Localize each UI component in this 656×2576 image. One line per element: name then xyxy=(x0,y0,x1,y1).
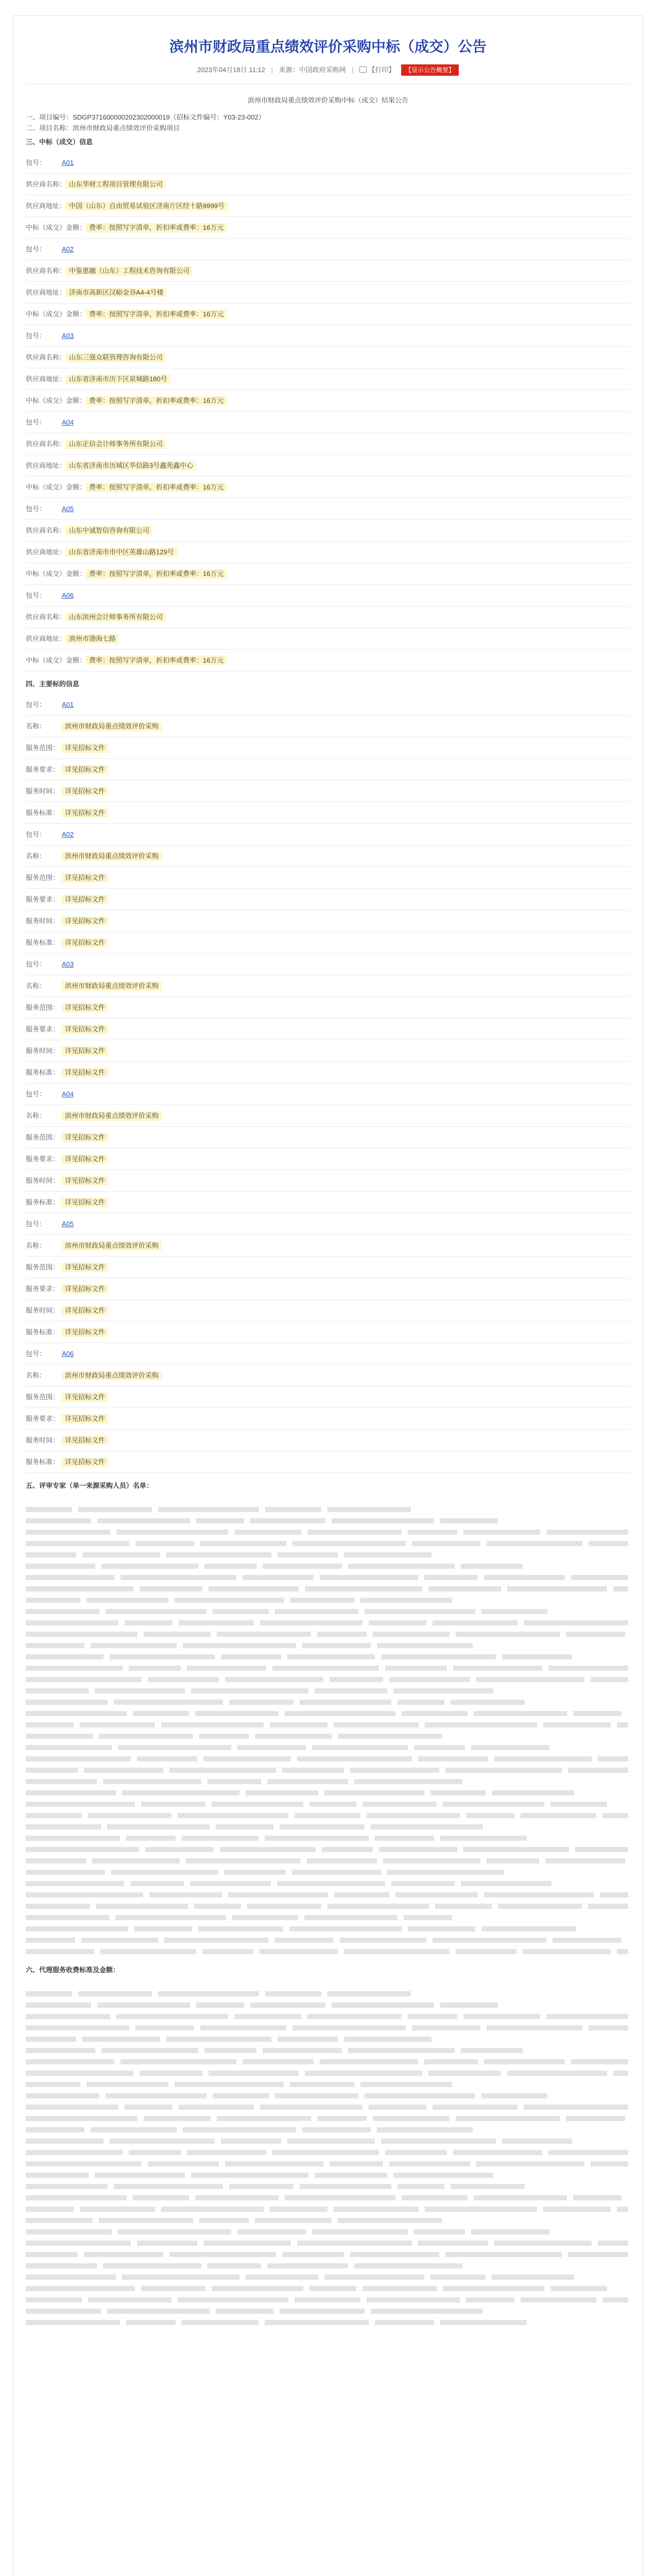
row-value: 滨州市财政局重点绩效评价采购 xyxy=(62,1371,162,1380)
text-line xyxy=(26,2249,630,2260)
table-row xyxy=(26,1019,630,1040)
row-label: 中标（成交）金额： xyxy=(26,310,87,318)
text-line xyxy=(26,2170,630,2181)
row-label: 服务时间： xyxy=(26,1307,60,1314)
table-row xyxy=(26,737,630,759)
row-label: 供应商地址： xyxy=(26,462,66,469)
text-line xyxy=(26,2181,630,2192)
project-number-line: 一、项目编号：SDGP371600000202302000019（招标文件编号：Y03-23-002） xyxy=(26,113,265,121)
row-value: 详见招标文件 xyxy=(62,743,108,753)
text-line xyxy=(26,1515,630,1527)
row-value: 详见招标文件 xyxy=(62,1284,108,1294)
table-row xyxy=(26,867,630,889)
announcement-frame xyxy=(13,15,643,2576)
table-row xyxy=(26,585,630,606)
row-value: 山东中诚智信咨询有限公司 xyxy=(66,526,152,535)
table-row xyxy=(26,1278,630,1300)
separator: | xyxy=(352,66,354,74)
row-label: 供应商地址： xyxy=(26,375,66,383)
text-line xyxy=(26,2226,630,2238)
table-row xyxy=(26,455,630,477)
separator: | xyxy=(271,66,273,74)
row-label: 包号： xyxy=(26,332,46,340)
row-label: 服务范围： xyxy=(26,1393,60,1401)
text-line xyxy=(26,1753,630,1765)
text-line xyxy=(26,2033,630,2045)
row-label: 中标（成交）金额： xyxy=(26,483,87,491)
text-line xyxy=(26,1617,630,1629)
table-row xyxy=(26,541,630,563)
table-row xyxy=(26,1365,630,1386)
row-value: A05 xyxy=(62,1220,74,1228)
table-row xyxy=(26,628,630,650)
table-row xyxy=(26,1127,630,1148)
text-line xyxy=(26,2011,630,2022)
row-value: 山东省济南市历下区泉城路180号 xyxy=(66,375,170,384)
row-value: 滨州市财政局重点绩效评价采购 xyxy=(62,981,162,991)
row-label: 供应商名称： xyxy=(26,527,66,534)
text-line xyxy=(26,1561,630,1572)
text-line xyxy=(26,2158,630,2170)
row-value: 中国（山东）自由贸易试验区济南片区经十路9999号 xyxy=(66,201,228,211)
row-value: 费率：按照写字清单，折扣率或费率：16万元 xyxy=(86,656,227,665)
row-value: 详见招标文件 xyxy=(62,1458,108,1467)
text-line xyxy=(26,1923,630,1935)
text-line xyxy=(26,1674,630,1685)
text-line xyxy=(26,2147,630,2158)
row-label: 中标（成交）金额： xyxy=(26,570,87,578)
print-icon xyxy=(359,66,367,73)
row-label: 服务范围： xyxy=(26,1263,60,1271)
row-value: A01 xyxy=(62,159,74,166)
row-label: 包号： xyxy=(26,418,46,426)
row-label: 服务标准： xyxy=(26,1458,60,1466)
text-line xyxy=(26,1685,630,1697)
table-row xyxy=(26,1235,630,1257)
table-row xyxy=(26,1300,630,1321)
row-label: 供应商地址： xyxy=(26,289,66,296)
text-line xyxy=(26,1821,630,1833)
text-line xyxy=(26,1651,630,1663)
row-label: 包号： xyxy=(26,831,46,838)
row-label: 包号： xyxy=(26,505,46,513)
row-label: 包号： xyxy=(26,1090,46,1098)
table-row xyxy=(26,1213,630,1235)
row-label: 名称： xyxy=(26,982,46,990)
row-value: 详见招标文件 xyxy=(62,1436,108,1445)
text-line xyxy=(26,2283,630,2294)
row-label: 供应商名称： xyxy=(26,267,66,275)
row-value: 费率：按照写字清单，折扣率或费率：16万元 xyxy=(86,223,227,232)
table-row xyxy=(26,239,630,260)
table-row xyxy=(26,910,630,932)
row-value: 详见招标文件 xyxy=(62,787,108,796)
table-row xyxy=(26,1430,630,1451)
table-row xyxy=(26,997,630,1019)
show-summary-button[interactable]: 【显示公告概要】 xyxy=(401,64,459,76)
row-label: 服务范围： xyxy=(26,1133,60,1141)
table-row xyxy=(26,195,630,217)
text-line xyxy=(26,1889,630,1901)
table-row xyxy=(26,954,630,975)
text-line xyxy=(26,1595,630,1606)
text-line xyxy=(26,1606,630,1617)
row-label: 名称： xyxy=(26,1242,46,1249)
text-line xyxy=(26,1810,630,1821)
table-row xyxy=(26,477,630,498)
row-value: A04 xyxy=(62,1090,74,1098)
row-value: 详见招标文件 xyxy=(62,1068,108,1077)
table-row xyxy=(26,1257,630,1278)
table-row xyxy=(26,260,630,282)
row-value: 费率：按照写字清单，折扣率或费率：16万元 xyxy=(86,483,227,492)
text-line xyxy=(26,1999,630,2011)
row-value: 详见招标文件 xyxy=(62,765,108,774)
text-line xyxy=(26,1878,630,1889)
row-value: A04 xyxy=(62,418,74,426)
text-line xyxy=(26,2317,630,2328)
text-line xyxy=(26,2260,630,2272)
row-value: 滨州市财政局重点绩效评价采购 xyxy=(62,722,162,731)
row-value: 山东三强众联管理咨询有限公司 xyxy=(66,353,166,362)
row-value: A06 xyxy=(62,591,74,599)
row-value: 滨州市渤海七路 xyxy=(66,634,119,643)
table-row xyxy=(26,889,630,910)
row-value: 详见招标文件 xyxy=(62,895,108,904)
row-value: 详见招标文件 xyxy=(62,1328,108,1337)
row-value: 详见招标文件 xyxy=(62,938,108,947)
row-value: 费率：按照写字清单，折扣率或费率：16万元 xyxy=(86,569,227,579)
text-line xyxy=(26,1504,630,1515)
row-label: 包号： xyxy=(26,159,46,166)
text-line xyxy=(26,1731,630,1742)
row-label: 供应商名称： xyxy=(26,613,66,621)
row-label: 供应商名称： xyxy=(26,180,66,188)
row-label: 服务要求： xyxy=(26,1025,60,1033)
row-label: 服务时间： xyxy=(26,1047,60,1055)
row-value: 详见招标文件 xyxy=(62,1198,108,1207)
row-value: 滨州市财政局重点绩效评价采购 xyxy=(62,852,162,861)
text-line xyxy=(26,1538,630,1549)
row-value: 详见招标文件 xyxy=(62,1393,108,1402)
table-row xyxy=(26,1343,630,1365)
text-line xyxy=(26,1901,630,1912)
table-row xyxy=(26,1083,630,1105)
text-line xyxy=(26,1935,630,1946)
text-line xyxy=(26,1583,630,1595)
row-label: 服务范围： xyxy=(26,744,60,752)
publish-date: 2023年04月18日 11:12 xyxy=(197,66,266,74)
table-row xyxy=(26,1105,630,1127)
row-value: 详见招标文件 xyxy=(62,873,108,883)
row-value: 费率：按照写字清单，折扣率或费率：16万元 xyxy=(86,396,227,405)
row-label: 服务标准： xyxy=(26,939,60,946)
text-line xyxy=(26,1527,630,1538)
text-line xyxy=(26,1697,630,1708)
text-line xyxy=(26,2079,630,2090)
table-row xyxy=(26,824,630,845)
text-line xyxy=(26,1867,630,1878)
table-row xyxy=(26,347,630,368)
row-label: 供应商地址： xyxy=(26,548,66,556)
text-line xyxy=(26,2124,630,2136)
table-row xyxy=(26,694,630,716)
row-label: 服务要求： xyxy=(26,1155,60,1163)
text-line xyxy=(26,2204,630,2215)
table-row xyxy=(26,325,630,347)
table-row xyxy=(26,1040,630,1062)
row-label: 名称： xyxy=(26,1112,46,1120)
table-row xyxy=(26,282,630,303)
source-label: 来源：中国政府采购网 xyxy=(279,66,346,74)
row-value: 详见招标文件 xyxy=(62,917,108,926)
table-row xyxy=(26,412,630,433)
row-label: 服务标准： xyxy=(26,1069,60,1076)
row-value: 详见招标文件 xyxy=(62,1155,108,1164)
row-value: A05 xyxy=(62,505,74,513)
text-line xyxy=(26,1663,630,1674)
row-label: 包号： xyxy=(26,960,46,968)
table-row xyxy=(26,520,630,541)
row-value: 费率：按照写字清单，折扣率或费率：16万元 xyxy=(86,310,227,319)
section-experts: 五、评审专家（单一来源采购人员）名单： xyxy=(26,1482,153,1489)
row-label: 包号： xyxy=(26,1220,46,1228)
row-value: 中鉴惠融（山东）工程技术咨询有限公司 xyxy=(66,266,193,276)
table-row xyxy=(26,152,630,174)
row-label: 服务时间： xyxy=(26,917,60,925)
table-row xyxy=(26,1148,630,1170)
row-value: 滨州市财政局重点绩效评价采购 xyxy=(62,1111,162,1121)
text-line xyxy=(26,2306,630,2317)
text-line xyxy=(26,2215,630,2226)
text-line xyxy=(26,2045,630,2056)
row-value: 详见招标文件 xyxy=(62,1263,108,1272)
row-label: 包号： xyxy=(26,591,46,599)
row-value: A02 xyxy=(62,245,74,253)
table-row xyxy=(26,606,630,628)
table-row xyxy=(26,1408,630,1430)
text-line xyxy=(26,2056,630,2067)
text-line xyxy=(26,1742,630,1753)
text-line xyxy=(26,2238,630,2249)
row-label: 包号： xyxy=(26,1350,46,1358)
row-value: A06 xyxy=(62,1350,74,1358)
table-row xyxy=(26,781,630,802)
section-main-items: 四、主要标的信息 xyxy=(26,680,80,688)
table-row xyxy=(26,650,630,671)
page-title: 滨州市财政局重点绩效评价采购中标（成交）公告 xyxy=(169,39,487,55)
print-link[interactable]: 【打印】 xyxy=(359,66,395,74)
table-row xyxy=(26,1192,630,1213)
row-label: 服务范围： xyxy=(26,874,60,882)
row-value: 详见招标文件 xyxy=(62,1414,108,1423)
row-value: 详见招标文件 xyxy=(62,1306,108,1315)
text-line xyxy=(26,2067,630,2079)
text-line xyxy=(26,1988,630,1999)
row-value: 详见招标文件 xyxy=(62,1133,108,1142)
row-label: 包号： xyxy=(26,701,46,708)
row-label: 名称： xyxy=(26,1371,46,1379)
row-value: 山东正信会计师事务所有限公司 xyxy=(66,439,166,449)
row-value: 山东华财工程项目管理有限公司 xyxy=(66,180,166,189)
row-value: 济南市高新区汉峪金谷A4-4号楼 xyxy=(66,288,166,297)
row-label: 中标（成交）金额： xyxy=(26,397,87,404)
text-line xyxy=(26,1719,630,1731)
row-label: 服务时间： xyxy=(26,787,60,795)
table-row xyxy=(26,563,630,585)
table-row xyxy=(26,1321,630,1343)
meta-bar xyxy=(26,64,630,75)
row-value: A02 xyxy=(62,831,74,838)
text-line xyxy=(26,2192,630,2204)
row-value: 山东省济南市市中区英雄山路129号 xyxy=(66,548,177,557)
row-label: 服务要求： xyxy=(26,766,60,773)
section-award-info: 三、中标（成交）信息 xyxy=(26,138,93,146)
table-row xyxy=(26,1386,630,1408)
section-fees: 六、代理服务收费标准及金额： xyxy=(26,1966,120,1974)
text-line xyxy=(26,1640,630,1651)
service-package-list xyxy=(26,694,630,1473)
text-line xyxy=(26,1787,630,1799)
row-label: 包号： xyxy=(26,245,46,253)
award-package-list xyxy=(26,152,630,671)
project-name-line: 二、项目名称：滨州市财政局重点绩效评价采购项目 xyxy=(26,124,180,132)
text-line xyxy=(26,1855,630,1867)
text-line xyxy=(26,2136,630,2147)
row-label: 名称： xyxy=(26,722,46,730)
text-line xyxy=(26,2294,630,2306)
table-row xyxy=(26,759,630,781)
row-label: 服务范围： xyxy=(26,1004,60,1011)
text-line xyxy=(26,1629,630,1640)
table-row xyxy=(26,975,630,997)
text-line xyxy=(26,1765,630,1776)
table-row xyxy=(26,217,630,239)
row-label: 中标（成交）金额： xyxy=(26,656,87,664)
row-label: 服务时间： xyxy=(26,1177,60,1184)
row-label: 中标（成交）金额： xyxy=(26,224,87,231)
text-line xyxy=(26,1549,630,1561)
expert-list-text xyxy=(26,1504,630,1957)
table-row xyxy=(26,174,630,195)
row-value: 详见招标文件 xyxy=(62,1025,108,1034)
table-row xyxy=(26,716,630,737)
text-line xyxy=(26,2102,630,2113)
text-line xyxy=(26,1799,630,1810)
row-label: 供应商名称： xyxy=(26,353,66,361)
announcement-subtitle: 滨州市财政局重点绩效评价采购中标（成交）结果公告 xyxy=(247,96,408,104)
table-row xyxy=(26,932,630,954)
row-value: 详见招标文件 xyxy=(62,1046,108,1056)
row-value: A01 xyxy=(62,701,74,708)
text-line xyxy=(26,1572,630,1583)
row-label: 供应商名称： xyxy=(26,440,66,448)
text-line xyxy=(26,1708,630,1719)
row-value: 山东省济南市历城区华信路3号鑫苑鑫中心 xyxy=(66,461,196,470)
row-label: 服务要求： xyxy=(26,1285,60,1293)
row-label: 服务标准： xyxy=(26,1198,60,1206)
table-row xyxy=(26,1170,630,1192)
row-value: 详见招标文件 xyxy=(62,1003,108,1012)
row-value: 滨州市财政局重点绩效评价采购 xyxy=(62,1241,162,1250)
row-value: 详见招标文件 xyxy=(62,808,108,818)
text-line xyxy=(26,2113,630,2124)
row-label: 服务标准： xyxy=(26,1328,60,1336)
table-row xyxy=(26,368,630,390)
row-label: 服务标准： xyxy=(26,809,60,817)
table-row xyxy=(26,433,630,455)
text-line xyxy=(26,1912,630,1923)
row-label: 名称： xyxy=(26,852,46,860)
row-label: 供应商地址： xyxy=(26,202,66,210)
table-row xyxy=(26,1062,630,1083)
table-row xyxy=(26,802,630,824)
row-value: 详见招标文件 xyxy=(62,1176,108,1185)
row-label: 供应商地址： xyxy=(26,635,66,642)
row-label: 服务要求： xyxy=(26,1415,60,1422)
fee-text xyxy=(26,1988,630,2328)
text-line xyxy=(26,1833,630,1844)
row-value: A03 xyxy=(62,960,74,968)
text-line xyxy=(26,2272,630,2283)
row-value: 山东滨州会计师事务所有限公司 xyxy=(66,613,166,622)
text-line xyxy=(26,1776,630,1787)
table-row xyxy=(26,303,630,325)
row-label: 服务要求： xyxy=(26,895,60,903)
table-row xyxy=(26,498,630,520)
row-label: 服务时间： xyxy=(26,1436,60,1444)
text-line xyxy=(26,1844,630,1855)
text-line xyxy=(26,2090,630,2102)
row-value: A03 xyxy=(62,332,74,340)
text-line xyxy=(26,2022,630,2033)
table-row xyxy=(26,845,630,867)
table-row xyxy=(26,1451,630,1473)
table-row xyxy=(26,390,630,412)
text-line xyxy=(26,1946,630,1957)
